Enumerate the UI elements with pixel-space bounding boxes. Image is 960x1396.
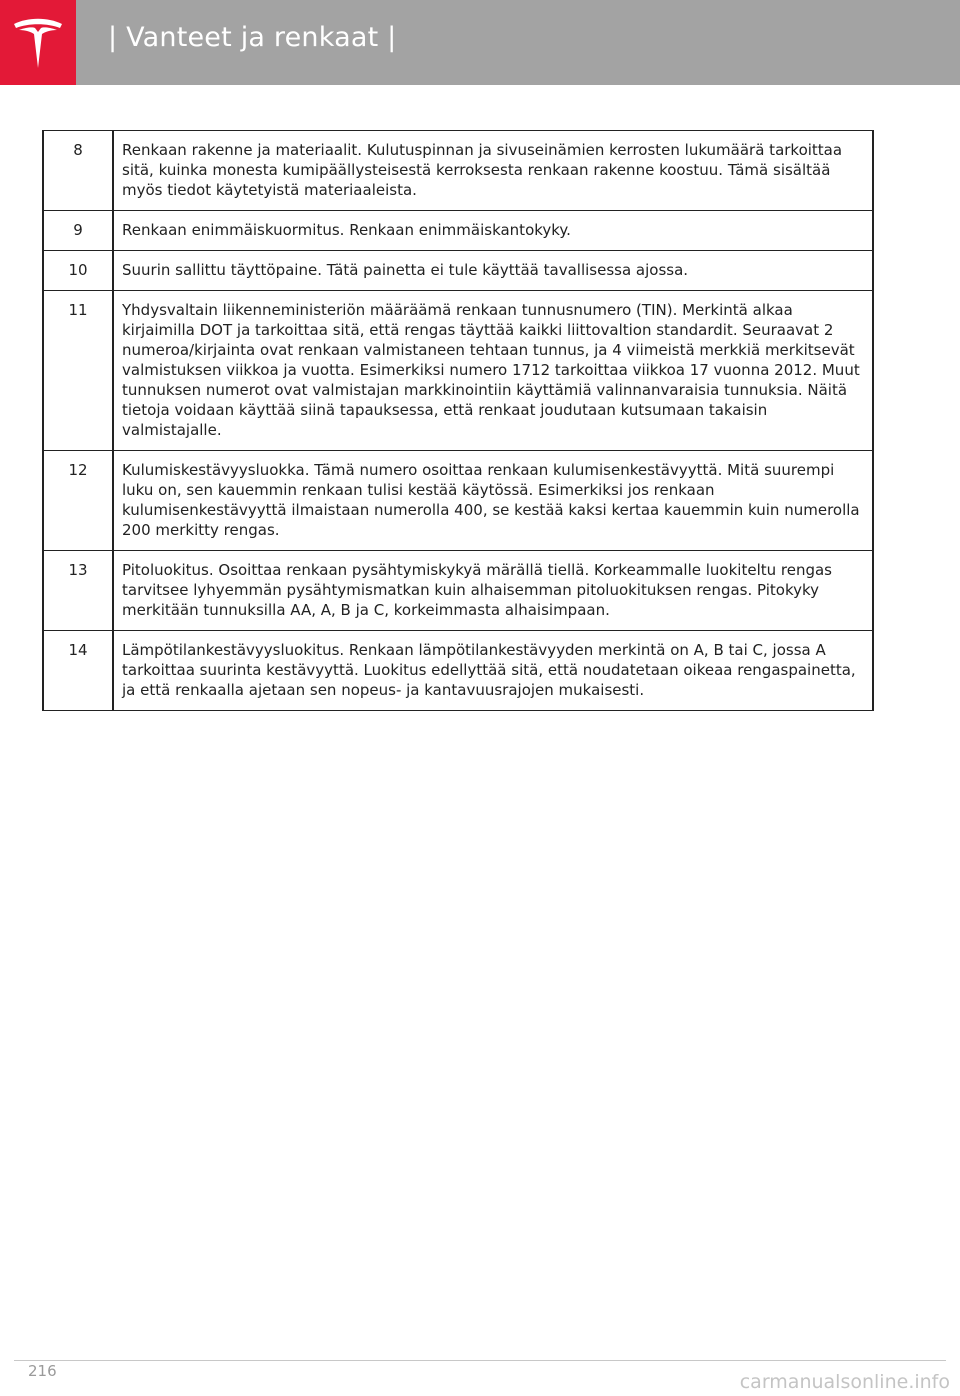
table-row [43, 251, 873, 291]
row-number: 10 [43, 251, 113, 291]
table-row [43, 291, 873, 451]
table-row [43, 631, 873, 711]
row-number: 13 [43, 551, 113, 631]
brand-logo [0, 0, 76, 85]
row-number: 14 [43, 631, 113, 711]
table-row [43, 211, 873, 251]
section-title: | Vanteet ja renkaat | [108, 22, 397, 53]
row-description: Pitoluokitus. Osoittaa renkaan pysähtymiskykyä märällä tiellä. Korkeammalle luokiteltu rengas tarvitsee lyhyemmän pysähtymismatkan kuin alhaisemman pitoluokituksen rengas. Pitokyky merkitään tunnuksilla AA, A, B ja C, korkeimmasta alhaisimpaan. [113, 551, 873, 631]
row-number: 8 [43, 131, 113, 211]
row-description: Renkaan enimmäiskuormitus. Renkaan enimmäiskantokyky. [113, 211, 873, 251]
row-number: 11 [43, 291, 113, 451]
table-row [43, 131, 873, 211]
row-number: 9 [43, 211, 113, 251]
watermark: carmanualsonline.info [739, 1371, 950, 1393]
row-description: Suurin sallittu täyttöpaine. Tätä painetta ei tule käyttää tavallisessa ajossa. [113, 251, 873, 291]
tesla-logo-icon [12, 14, 64, 70]
footer-divider [14, 1360, 946, 1361]
row-description: Renkaan rakenne ja materiaalit. Kulutuspinnan ja sivuseinämien kerrosten lukumäärä tarkoittaa sitä, kuinka monesta kumipäällysteisestä kerroksesta renkaan rakenne koostuu. Tämä sisältää myös tiedot käytetyistä materiaaleista. [113, 131, 873, 211]
tire-marking-table [42, 130, 874, 711]
row-number: 12 [43, 451, 113, 551]
row-description: Lämpötilankestävyysluokitus. Renkaan lämpötilankestävyyden merkintä on A, B tai C, jossa A tarkoittaa suurinta kestävyyttä. Luokitus edellyttää sitä, että noudatetaan oikeaa rengaspainetta, ja että renkaalla ajetaan sen nopeus- ja kantavuusrajojen mukaisesti. [113, 631, 873, 711]
row-description: Yhdysvaltain liikenneministeriön määräämä renkaan tunnusnumero (TIN). Merkintä alkaa kirjaimilla DOT ja tarkoittaa sitä, että rengas täyttää kaikki liittovaltion standardit. Seuraavat 2 numeroa/kirjainta ovat renkaan valmistaneen tehtaan tunnus, ja 4 viimeistä merkkiä merkitsevät valmistuksen viikkoa ja vuotta. Esimerkiksi numero 1712 tarkoittaa viikkoa 17 vuonna 2012. Muut tunnuksen numerot ovat valmistajan markkinointiin käyttämiä valinnanvaraisia tunnuksia. Näitä tietoja voidaan käyttää siinä tapauksessa, että renkaat joudutaan kutsumaan takaisin valmistajalle. [113, 291, 873, 451]
table-row [43, 551, 873, 631]
page-header [0, 0, 960, 85]
row-description: Kulumiskestävyysluokka. Tämä numero osoittaa renkaan kulumisenkestävyyttä. Mitä suurempi luku on, sen kauemmin renkaan tulisi kestää käytössä. Esimerkiksi jos renkaan kulumisenkestävyyttä ilmaistaan numerolla 400, se kestää kaksi kertaa kauemmin kuin numerolla 200 merkitty rengas. [113, 451, 873, 551]
table-row [43, 451, 873, 551]
page-number: 216 [28, 1362, 57, 1380]
